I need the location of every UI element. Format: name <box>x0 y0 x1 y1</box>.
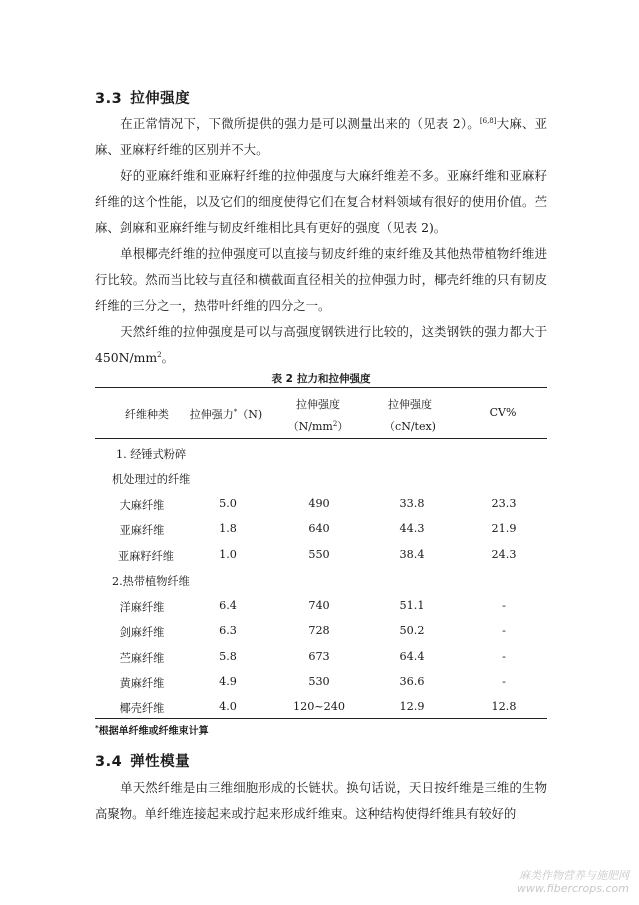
group-heading-2: 2.热带植物纤维 <box>112 575 190 588</box>
group-heading-1-line2: 机处理过的纤维 <box>112 473 191 486</box>
section-number: 3.4 <box>95 754 123 770</box>
table-caption <box>95 371 547 386</box>
paragraph-3-3-4: 天然纤维的拉伸强度是可以与高强度钢铁进行比较的，这类钢铁的强力都大于 $450N/mm^2$。 <box>95 324 547 365</box>
header-cv: CV% <box>489 406 517 419</box>
header-strength-n-mm2-line2: $(N/mm^2)$ <box>287 420 349 433</box>
paragraph-3-3-3: 单根椰壳纤维的拉伸强度可以直接与韧皮纤维的束纤维及其他热带植物纤维进行比较。然而当比较与直径和横截面直径相关的拉伸强力时，椰壳纤维的只有韧皮纤维的三分之一，热带叶纤维的四分之一。 <box>95 246 547 313</box>
header-strength-n-mm2-line1: 拉伸强度 <box>296 398 340 411</box>
table-bottom-rule <box>95 718 547 719</box>
section-heading-3-4 <box>95 750 190 771</box>
table-title: 拉力和拉伸强度 <box>296 373 371 385</box>
header-fiber-type: 纤维种类 <box>125 408 169 421</box>
section-title: 拉伸强度 <box>130 91 191 107</box>
table-top-rule <box>95 387 547 388</box>
paragraph-3-4-1: 单天然纤维是由三维细胞形成的长链状。换句话说，天日按纤维是三维的生物高聚物。单纤维连接起来或拧起来形成纤维束。这种结构使得纤维具有较好的 <box>95 780 547 821</box>
header-tensile-force: 拉伸强力*（N) <box>189 408 263 421</box>
section-title: 弹性模量 <box>130 754 191 770</box>
group-heading-1-line1: 1. 经锤式粉碎 <box>116 448 187 461</box>
section-number: 3.3 <box>95 91 123 107</box>
table-footnote: *根据单纤维或纤维束计算 <box>95 724 209 737</box>
table-header-rule <box>95 438 547 439</box>
header-strength-cn-tex-line2: （cN/tex) <box>384 420 436 433</box>
paragraph-3-3-2: 好的亚麻纤维和亚麻籽纤维的拉伸强度与大麻纤维差不多。亚麻纤维和亚麻籽纤维的这个性能，以及它们的细度使得它们在复合材料领域有很好的使用价值。苎麻、剑麻和亚麻纤维与韧皮纤维相比具有更好的强度（见表 2)。 <box>95 168 547 235</box>
citation-ref: [6,8] <box>479 117 497 125</box>
paragraph-3-3-1: 在正常情况下，下微所提供的强力是可以测量出来的（见表 2）。[6,8]大麻、亚麻、亚麻籽纤维的区别并不大。 <box>95 116 548 157</box>
document-page: 3.3 拉伸强度 在正常情况下，下微所提供的强力是可以测量出来的（见表 2）。[6,8]大麻、亚麻、亚麻籽纤维的区别并不大。 好的亚麻纤维和亚麻籽纤维的拉伸强度与大麻纤维差不多。亚麻纤维和亚麻籽纤维的这个性能，以及它们的细度使得它们在复合材料领域有很好的使用价值。苎麻、剑麻和亚麻纤维与韧皮纤维相比具有更好的强度（见表 2)。 单根椰壳纤维的拉伸强度可以直接与韧皮纤维的束纤维及其他热带植物纤维进行比较。然而当比较与直径和横截面直径相关的拉伸强力时，椰壳纤维的只有韧皮纤维的三分之一，热带叶纤维的四分之一。 天然纤维的拉伸强度是可以与高强度钢铁进行比较的，这类钢铁的强力都大于 $450N/mm^2$。 表 2 拉力和拉伸强度 纤维种类 拉伸强力*（N) 拉伸强度 $(N/mm^2)$ 拉伸强度 （cN/tex) CV% 1. 经锤式粉碎 机处理过的纤维 大麻纤维 5.0 490 33.8 23.3 亚麻纤维 1.8 640 44.3 21.9 亚麻籽纤维 1.0 550 38.4 24.3 2.热带植物纤维 洋麻纤维 6.4 740 51.1 - 剑麻纤维 6.3 728 50.2 - 苎麻纤维 5.8 673 64.4 - 黄麻纤维 4.9 530 36.6 - 椰壳纤维 4.0 120~240 12.9 12.8 *根据单纤维或纤维束计算 3.4 弹性模量 单天然纤维是由三维细胞形成的长链状。换句话说，天日按纤维是三维的生物高聚物。单纤维连接起来或拧起来形成纤维束。这种结构使得纤维具有较好的 麻类作物营养与施肥网 www.fibercrops.com <box>0 0 639 905</box>
header-strength-cn-tex-line1: 拉伸强度 <box>388 398 432 411</box>
table-label: 表 2 <box>271 373 293 385</box>
section-heading-3-3 <box>95 87 190 108</box>
site-watermark: 麻类作物营养与施肥网 www.fibercrops.com <box>516 869 629 895</box>
